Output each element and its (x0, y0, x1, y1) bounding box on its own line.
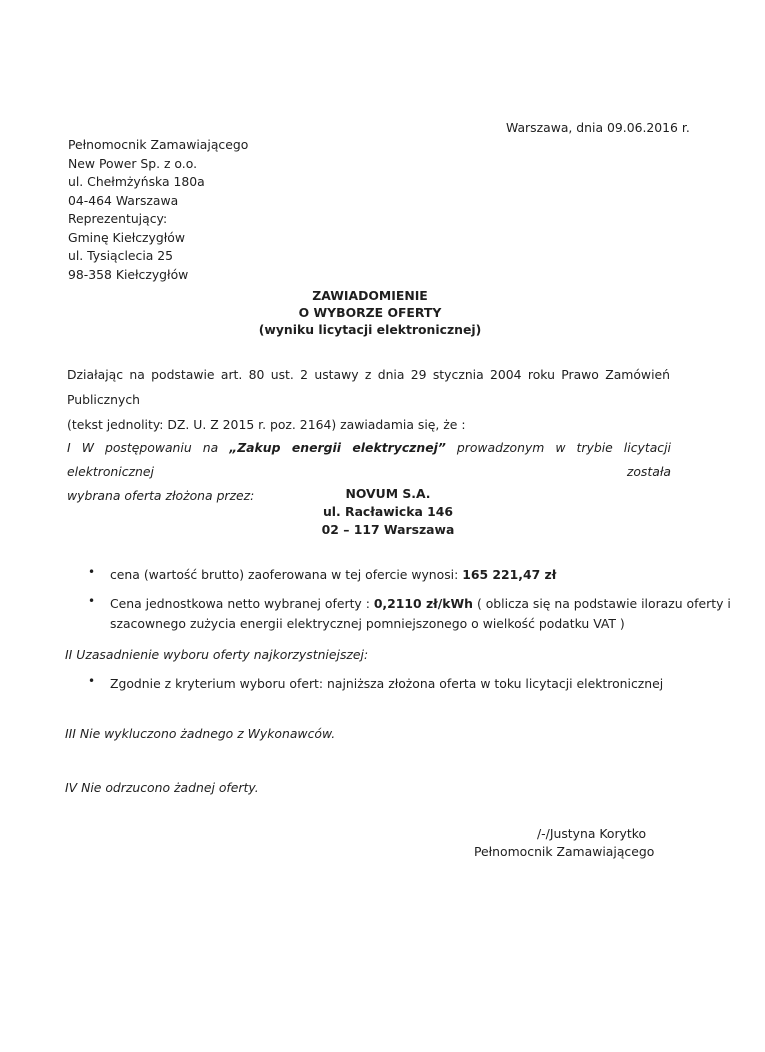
bullet-unit-price-text (110, 594, 731, 634)
winner-name: NOVUM S.A. (345, 486, 431, 501)
title-line: ZAWIADOMIENIE (312, 288, 428, 303)
section-1-line2: wybrana oferta złożona przez: (67, 488, 255, 503)
unit-price-rest: ( oblicza się na podstawie ilorazu oferty i (473, 596, 731, 611)
justification-text: Zgodnie z kryterium wyboru ofert: najniższa złożona oferta w toku licytacji elektronicznej (110, 676, 664, 691)
winning-bidder (0, 485, 765, 539)
winner-city: 02 – 117 Warszawa (321, 522, 455, 537)
price-amount: 165 221,47 zł (462, 567, 557, 582)
bullet-icon: • (88, 594, 96, 608)
bullet-icon: • (88, 674, 96, 688)
address-line: ul. Tysiąclecia 25 (68, 248, 174, 263)
address-line: Pełnomocnik Zamawiającego (68, 137, 249, 152)
signature-block (474, 825, 654, 861)
tender-subject: „Zakup energii elektrycznej” (229, 440, 446, 455)
address-line: Reprezentujący: (68, 211, 168, 226)
unit-price-line2: szacownego zużycia energii elektrycznej pomniejszonego o wielkość podatku VAT ) (110, 616, 625, 631)
document-date: Warszawa, dnia 09.06.2016 r. (506, 120, 690, 135)
signature-name: /-/Justyna Korytko (537, 826, 647, 841)
address-line: Gminę Kiełczygłów (68, 229, 185, 245)
section-1-prefix: I W postępowaniu na (67, 440, 230, 455)
address-line: ul. Chełmżyńska 180a (68, 174, 205, 189)
title-line: (wyniku licytacji elektronicznej) (258, 322, 482, 337)
intro-line: Działając na podstawie art. 80 ust. 2 ustawy z dnia 29 stycznia 2004 roku Prawo Zamówień Publicznych (67, 367, 670, 407)
section-3: III Nie wykluczono żadnego z Wykonawców. (65, 726, 336, 741)
address-line: 98-358 Kiełczygłów (68, 266, 189, 282)
price-label: cena (wartość brutto) zaoferowana w tej ofercie wynosi: (110, 567, 463, 582)
bullet-price-text (110, 565, 556, 585)
document-title (0, 287, 740, 338)
address-line: New Power Sp. z o.o. (68, 155, 198, 171)
unit-price-label: Cena jednostkowa netto wybranej oferty : (110, 596, 374, 611)
intro-paragraph (67, 362, 670, 437)
address-line: 04-464 Warszawa (68, 192, 179, 208)
section-4: IV Nie odrzucono żadnej oferty. (65, 780, 259, 795)
intro-line: (tekst jednolity: DZ. U. Z 2015 r. poz. 2164) zawiadamia się, że : (67, 417, 466, 432)
section-1-line (67, 436, 671, 484)
unit-price-amount: 0,2110 zł/kWh (373, 596, 474, 611)
section-2-heading: II Uzasadnienie wyboru oferty najkorzystniejszej: (65, 647, 369, 662)
title-line: O WYBORZE OFERTY (298, 305, 442, 320)
recipient-address (68, 136, 248, 284)
section-1-rest: prowadzonym w trybie licytacji elektronicznej została (67, 440, 671, 479)
bullet-icon: • (88, 565, 96, 579)
signature-role: Pełnomocnik Zamawiającego (474, 844, 655, 859)
winner-street: ul. Racławicka 146 (322, 504, 454, 519)
